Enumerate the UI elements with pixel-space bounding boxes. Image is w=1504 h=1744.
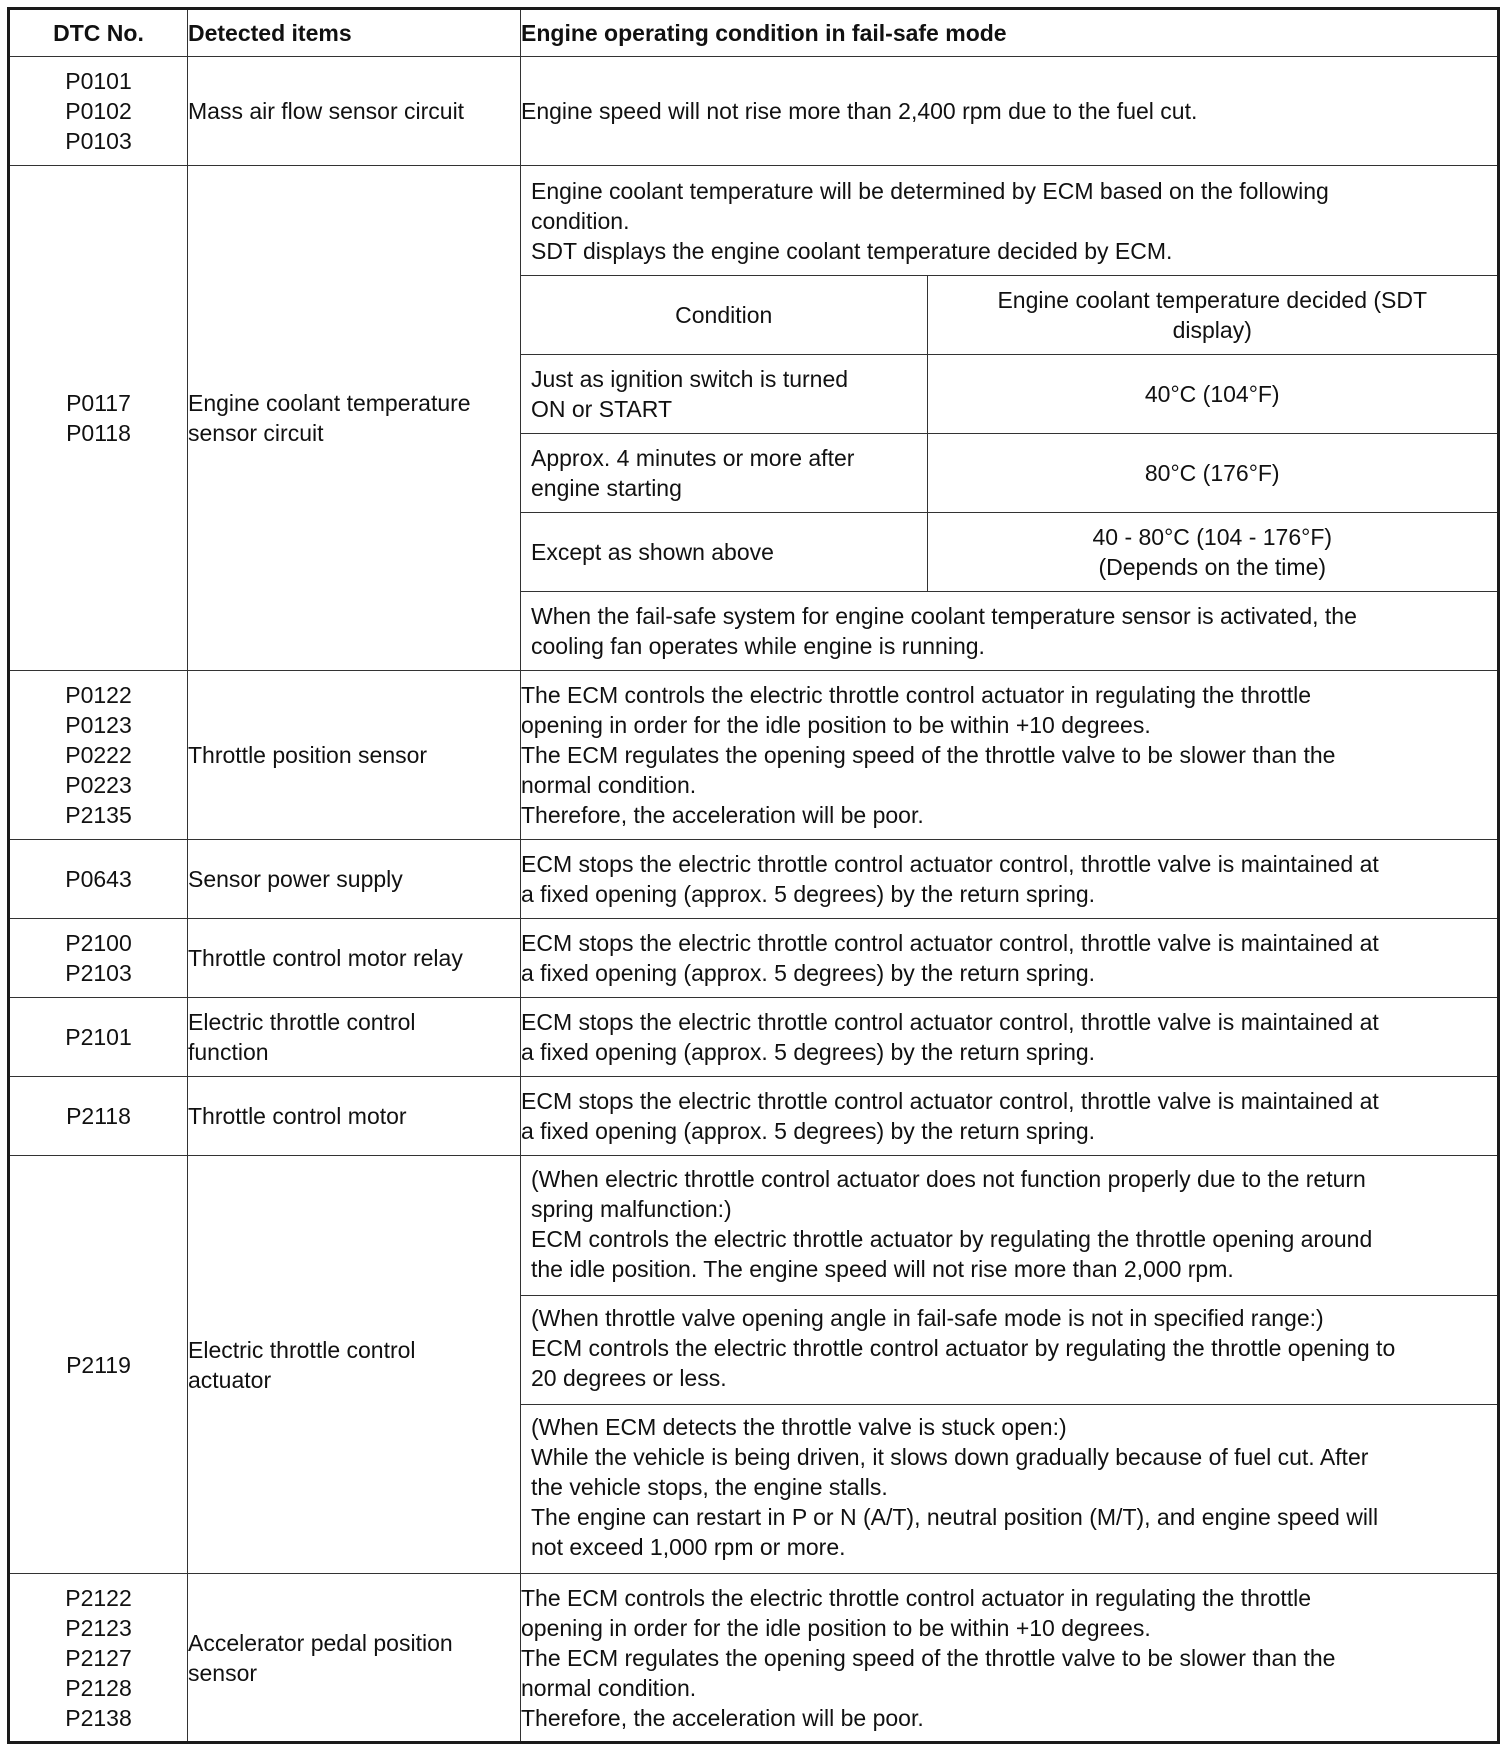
dtc-code: P2123 — [65, 1614, 132, 1641]
dtc-code: P0643 — [65, 866, 132, 892]
condition-text: The ECM regulates the opening speed of the throttle valve to be slower than the — [521, 1644, 1336, 1671]
dtc-cell — [9, 166, 188, 671]
condition-block-cell — [521, 1405, 1497, 1574]
table-row — [9, 1077, 1499, 1156]
sub-temperature-cell — [927, 513, 1497, 592]
header-engine-condition: Engine operating condition in fail-safe mode — [521, 9, 1499, 57]
sub-condition-text: engine starting — [531, 475, 682, 501]
dtc-cell — [9, 1077, 188, 1156]
condition-block — [521, 1156, 1497, 1296]
sub-condition-text: ON or START — [531, 396, 672, 422]
condition-text: a fixed opening (approx. 5 degrees) by the return spring. — [521, 960, 1096, 986]
sub-temperature-cell: 80°C (176°F) — [927, 434, 1497, 513]
dtc-code: P0123 — [65, 712, 132, 738]
table-header-row — [9, 9, 1499, 57]
condition-text: ECM stops the electric throttle control actuator control, throttle valve is maintained at — [521, 1009, 1379, 1035]
detected-item: Throttle position sensor — [188, 742, 428, 768]
dtc-code: P2100 — [65, 930, 132, 956]
condition-cell — [521, 1574, 1499, 1743]
condition-text: The engine can restart in P or N (A/T), neutral position (M/T), and engine speed will — [531, 1504, 1379, 1530]
condition-block-cell — [521, 1296, 1497, 1405]
detected-item: Engine coolant temperature — [188, 390, 471, 416]
sub-row — [521, 355, 1497, 434]
condition-text: the idle position. The engine speed will not rise more than 2,000 rpm. — [531, 1256, 1234, 1282]
note-text: When the fail-safe system for engine coolant temperature sensor is activated, the — [531, 603, 1357, 629]
condition-block-cell — [521, 1156, 1497, 1296]
condition-block — [521, 1405, 1497, 1574]
condition-text: (When electric throttle control actuator does not function properly due to the return — [531, 1166, 1366, 1192]
dtc-code: P0118 — [66, 420, 131, 446]
dtc-cell — [9, 919, 188, 998]
condition-text: Therefore, the acceleration will be poor. — [521, 1704, 924, 1731]
detected-item: Throttle control motor relay — [188, 945, 463, 971]
condition-text: The ECM controls the electric throttle control actuator in regulating the throttle — [521, 1584, 1312, 1611]
fail-safe-document — [7, 7, 1497, 1744]
detected-item: actuator — [188, 1366, 272, 1393]
sub-row — [521, 513, 1497, 592]
dtc-code: P2135 — [65, 802, 132, 828]
dtc-code: P2101 — [65, 1024, 132, 1050]
dtc-code: P2138 — [65, 1704, 132, 1731]
condition-text: not exceed 1,000 rpm or more. — [531, 1534, 846, 1560]
condition-text: a fixed opening (approx. 5 degrees) by the return spring. — [521, 1039, 1096, 1065]
dtc-cell — [9, 57, 188, 166]
condition-text: Therefore, the acceleration will be poor. — [521, 802, 924, 828]
coolant-temperature-subtable — [521, 166, 1497, 670]
intro-row — [521, 166, 1497, 276]
dtc-code: P0102 — [65, 98, 132, 124]
sub-condition-cell — [521, 434, 927, 513]
detected-item: Sensor power supply — [188, 866, 403, 892]
sub-header-row — [521, 276, 1497, 355]
dtc-code: P0101 — [65, 68, 132, 94]
condition-text: Engine speed will not rise more than 2,400 rpm due to the fuel cut. — [521, 98, 1198, 124]
sub-row — [521, 434, 1497, 513]
dtc-cell — [9, 1156, 188, 1574]
detected-item-cell — [188, 840, 521, 919]
dtc-code: P2122 — [65, 1584, 132, 1611]
condition-text: spring malfunction:) — [531, 1196, 732, 1222]
condition-text: ECM stops the electric throttle control actuator control, throttle valve is maintained at — [521, 851, 1379, 877]
condition-text: ECM stops the electric throttle control actuator control, throttle valve is maintained at — [521, 930, 1379, 956]
table-row — [9, 166, 1499, 671]
sub-temperature-text: 40 - 80°C (104 - 176°F) — [1092, 524, 1333, 550]
detected-item-cell — [188, 671, 521, 840]
detected-item-cell — [188, 1156, 521, 1574]
detected-item: function — [188, 1039, 269, 1065]
sub-condition-text: Approx. 4 minutes or more after — [531, 445, 855, 471]
dtc-code: P0117 — [66, 390, 131, 416]
intro-text: Engine coolant temperature will be determined by ECM based on the following — [531, 178, 1329, 204]
table-row — [9, 671, 1499, 840]
condition-cell — [521, 1077, 1499, 1156]
dtc-code: P2128 — [65, 1674, 132, 1701]
table-row — [9, 998, 1499, 1077]
note-row — [521, 592, 1497, 671]
dtc-code: P0122 — [65, 682, 132, 708]
sub-header-temperature — [927, 276, 1497, 355]
table-row — [9, 840, 1499, 919]
note-text: cooling fan operates while engine is running. — [531, 633, 985, 659]
condition-text: The ECM regulates the opening speed of the throttle valve to be slower than the — [521, 742, 1336, 768]
sub-header-text: Engine coolant temperature decided (SDT — [997, 287, 1428, 313]
condition-text: ECM controls the electric throttle control actuator by regulating the throttle opening to — [531, 1335, 1396, 1361]
detected-item-cell — [188, 57, 521, 166]
detected-item: Throttle control motor — [188, 1103, 407, 1129]
note-cell — [521, 592, 1497, 671]
condition-text: ECM controls the electric throttle actuator by regulating the throttle opening around — [531, 1226, 1373, 1252]
table-row — [9, 1574, 1499, 1743]
condition-cell — [521, 919, 1499, 998]
detected-item-cell — [188, 998, 521, 1077]
coolant-condition-cell — [521, 166, 1499, 671]
detected-item-cell — [188, 166, 521, 671]
condition-text: the vehicle stops, the engine stalls. — [531, 1474, 888, 1500]
dtc-cell — [9, 671, 188, 840]
sub-header-text: display) — [1172, 317, 1252, 343]
sub-condition-cell — [521, 513, 927, 592]
condition-text: The ECM controls the electric throttle control actuator in regulating the throttle — [521, 682, 1312, 708]
intro-text: SDT displays the engine coolant temperature decided by ECM. — [531, 238, 1173, 264]
header-detected-items: Detected items — [188, 9, 521, 57]
detected-item: sensor circuit — [188, 420, 324, 446]
condition-text: normal condition. — [521, 772, 697, 798]
table-row — [9, 1156, 1499, 1574]
condition-cell — [521, 840, 1499, 919]
condition-block — [521, 1296, 1497, 1405]
dtc-code: P0223 — [65, 772, 132, 798]
condition-text: opening in order for the idle position to be within +10 degrees. — [521, 712, 1151, 738]
condition-text: ECM stops the electric throttle control actuator control, throttle valve is maintained at — [521, 1088, 1379, 1114]
condition-cell — [521, 57, 1499, 166]
detected-item: sensor — [188, 1659, 258, 1686]
actuator-condition-blocks — [521, 1156, 1497, 1573]
detected-item: Mass air flow sensor circuit — [188, 98, 465, 124]
sub-condition-cell — [521, 355, 927, 434]
detected-item: Accelerator pedal position — [188, 1629, 453, 1656]
sub-condition-text: Except as shown above — [531, 539, 774, 565]
intro-cell — [521, 166, 1497, 276]
table-row — [9, 919, 1499, 998]
condition-text: a fixed opening (approx. 5 degrees) by the return spring. — [521, 881, 1096, 907]
condition-text: opening in order for the idle position to be within +10 degrees. — [521, 1614, 1151, 1641]
condition-text: (When ECM detects the throttle valve is stuck open:) — [531, 1414, 1067, 1440]
sub-header-condition: Condition — [521, 276, 927, 355]
header-dtc-no: DTC No. — [9, 9, 188, 57]
condition-cell — [521, 671, 1499, 840]
dtc-code: P2119 — [66, 1351, 131, 1378]
detected-item-cell — [188, 1574, 521, 1743]
dtc-cell — [9, 840, 188, 919]
dtc-code: P2118 — [66, 1103, 131, 1129]
detected-item-cell — [188, 1077, 521, 1156]
detected-item-cell — [188, 919, 521, 998]
fail-safe-table — [7, 7, 1500, 1744]
dtc-code: P0222 — [65, 742, 132, 768]
condition-cell — [521, 998, 1499, 1077]
dtc-code: P2127 — [65, 1644, 132, 1671]
condition-text: a fixed opening (approx. 5 degrees) by the return spring. — [521, 1118, 1096, 1144]
dtc-code: P2103 — [65, 960, 132, 986]
actuator-condition-cell — [521, 1156, 1499, 1574]
condition-text: normal condition. — [521, 1674, 697, 1701]
dtc-cell — [9, 1574, 188, 1743]
sub-temperature-text: (Depends on the time) — [1098, 554, 1327, 580]
dtc-cell — [9, 998, 188, 1077]
detected-item: Electric throttle control — [188, 1336, 416, 1363]
condition-text: 20 degrees or less. — [531, 1365, 727, 1391]
condition-text: While the vehicle is being driven, it slows down gradually because of fuel cut. After — [531, 1444, 1369, 1470]
detected-item: Electric throttle control — [188, 1009, 416, 1035]
sub-temperature-cell: 40°C (104°F) — [927, 355, 1497, 434]
sub-condition-text: Just as ignition switch is turned — [531, 366, 849, 392]
dtc-code: P0103 — [65, 128, 132, 154]
condition-text: (When throttle valve opening angle in fail-safe mode is not in specified range:) — [531, 1305, 1324, 1331]
table-row — [9, 57, 1499, 166]
intro-text: condition. — [531, 208, 630, 234]
